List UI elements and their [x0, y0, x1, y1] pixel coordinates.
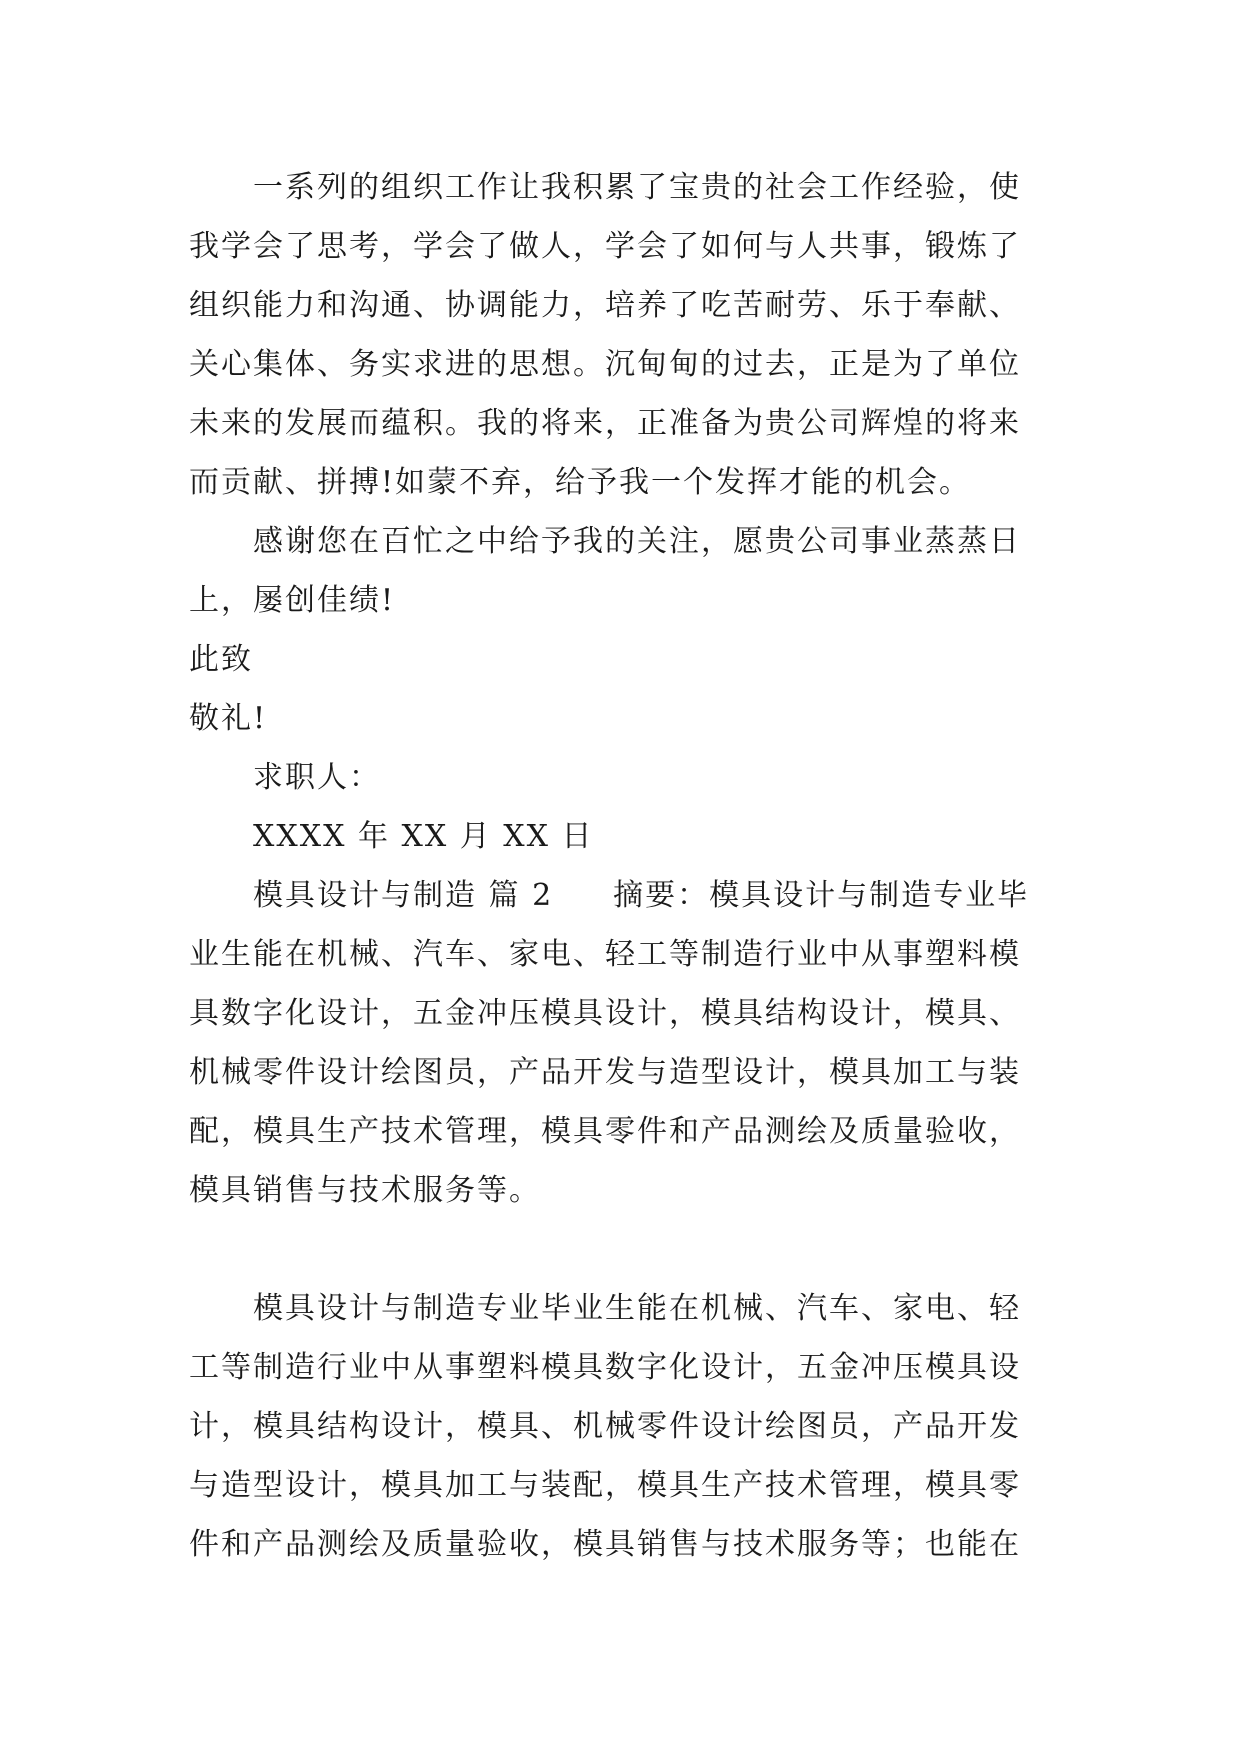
text-line: 工等制造行业中从事塑料模具数字化设计，五金冲压模具设: [189, 1350, 1021, 1385]
text-line: 组织能力和沟通、协调能力，培养了吃苦耐劳、乐于奉献、: [189, 288, 1021, 323]
text-line: 模具设计与制造专业毕业生能在机械、汽车、家电、轻: [253, 1291, 1021, 1326]
text-line: 与造型设计，模具加工与装配，模具生产技术管理，模具零: [189, 1468, 1021, 1503]
closing-greeting: 此致: [189, 642, 253, 677]
text-line: 模具销售与技术服务等。: [189, 1173, 541, 1208]
section-title-line: [189, 866, 1069, 925]
section-2-abstract: [189, 866, 1069, 1220]
signature-date: XXXX 年 XX 月 XX 日: [253, 819, 594, 854]
text-line: 关心集体、务实求进的思想。沉甸甸的过去，正是为了单位: [189, 347, 1021, 382]
paragraph-thanks: [189, 512, 1069, 630]
text-line: 件和产品测绘及质量验收，模具销售与技术服务等；也能在: [189, 1527, 1021, 1562]
text-line: 一系列的组织工作让我积累了宝贵的社会工作经验，使: [253, 170, 1021, 205]
applicant-label: 求职人：: [253, 760, 381, 795]
paragraph-experience: [189, 158, 1069, 512]
text-line: 未来的发展而蕴积。我的将来，正准备为贵公司辉煌的将来: [189, 406, 1021, 441]
text-line: 感谢您在百忙之中给予我的关注，愿贵公司事业蒸蒸日: [253, 524, 1021, 559]
document-body: [189, 158, 1069, 1574]
section-title: 模具设计与制造 篇 2: [253, 878, 554, 913]
text-line: 具数字化设计，五金冲压模具设计，模具结构设计，模具、: [189, 996, 1021, 1031]
text-line: 机械零件设计绘图员，产品开发与造型设计，模具加工与装: [189, 1055, 1021, 1090]
text-line: 计，模具结构设计，模具、机械零件设计绘图员，产品开发: [189, 1409, 1021, 1444]
blank-line: [189, 1220, 1069, 1279]
text-line: 上，屡创佳绩!: [189, 583, 396, 618]
closing-salute: 敬礼!: [189, 701, 268, 736]
abstract-first: 摘要：模具设计与制造专业毕: [613, 878, 1030, 913]
text-line: 业生能在机械、汽车、家电、轻工等制造行业中从事塑料模: [189, 937, 1021, 972]
text-line: 配，模具生产技术管理，模具零件和产品测绘及质量验收，: [189, 1114, 1021, 1149]
text-line: 我学会了思考，学会了做人，学会了如何与人共事，锻炼了: [189, 229, 1021, 264]
paragraph-graduates: [189, 1279, 1069, 1574]
text-line: 而贡献、拼搏!如蒙不弃，给予我一个发挥才能的机会。: [189, 465, 972, 500]
